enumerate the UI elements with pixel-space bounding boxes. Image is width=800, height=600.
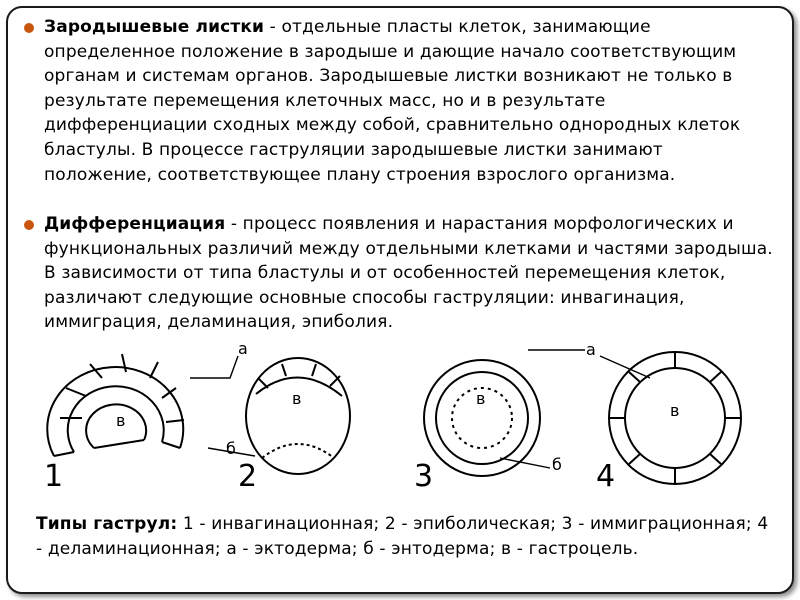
caption-title: Типы гаструл: [36,514,178,534]
cavity-label-3: в [476,389,486,408]
endoderm-label-left: б [226,439,236,458]
gastrula-1-invagination [47,354,184,456]
caption-text: 1 - инвагинационная; 2 - эпиболическая; 3 - иммиграционная; 4 - деламинационная; а - эктодерма; б - энтодерма; в - гастроцель. [36,514,769,559]
ectoderm-label-right: а [586,340,596,359]
gastrula-types-figure [30,338,770,503]
gastrula-3-immigration [424,360,540,476]
gastrula-number-1: 1 [44,459,64,494]
endoderm-label-right: б [552,455,562,474]
gastrula-number-2: 2 [238,459,258,494]
bullet-icon [24,220,34,230]
gastrula-number-3: 3 [414,459,434,494]
figure-caption [36,512,776,561]
term-differentiation: Дифференциация [44,214,226,234]
gastrula-number-4: 4 [596,459,616,494]
differentiation-definition: - процесс появления и нарастания морфологических и функциональных различий между отдельными клетками и частями зародыша. В зависимости от типа бластулы и от особенностей перемещения клеток, различают следующие основные способы гаструляции: инвагинация, иммиграция, деламинация, эпиболия. [44,214,773,333]
term-germ-layers: Зародышевые листки [44,17,265,37]
cavity-label-1: в [116,411,126,430]
cavity-label-2: в [292,389,302,408]
label-leaders [190,350,650,468]
bullet-icon [24,23,34,33]
cavity-label-4: в [670,401,680,420]
gastrula-2-epiboly [246,358,350,474]
germ-layers-definition: - отдельные пласты клеток, занимающие определенное положение в зародыше и дающие начало соответствующим органам и системам органов. Зародышевые листки возникают не только в результате перемещения клеточных масс, но и в результате дифференциации сходных между собой, сравнительно однородных клеток бластулы. В процессе гаструляции зародышевые листки занимают положение, соответствующее плану строения взрослого организма. [44,17,741,185]
paragraph-differentiation [24,212,774,335]
ectoderm-label-left: а [238,339,248,358]
paragraph-germ-layers [24,15,774,187]
